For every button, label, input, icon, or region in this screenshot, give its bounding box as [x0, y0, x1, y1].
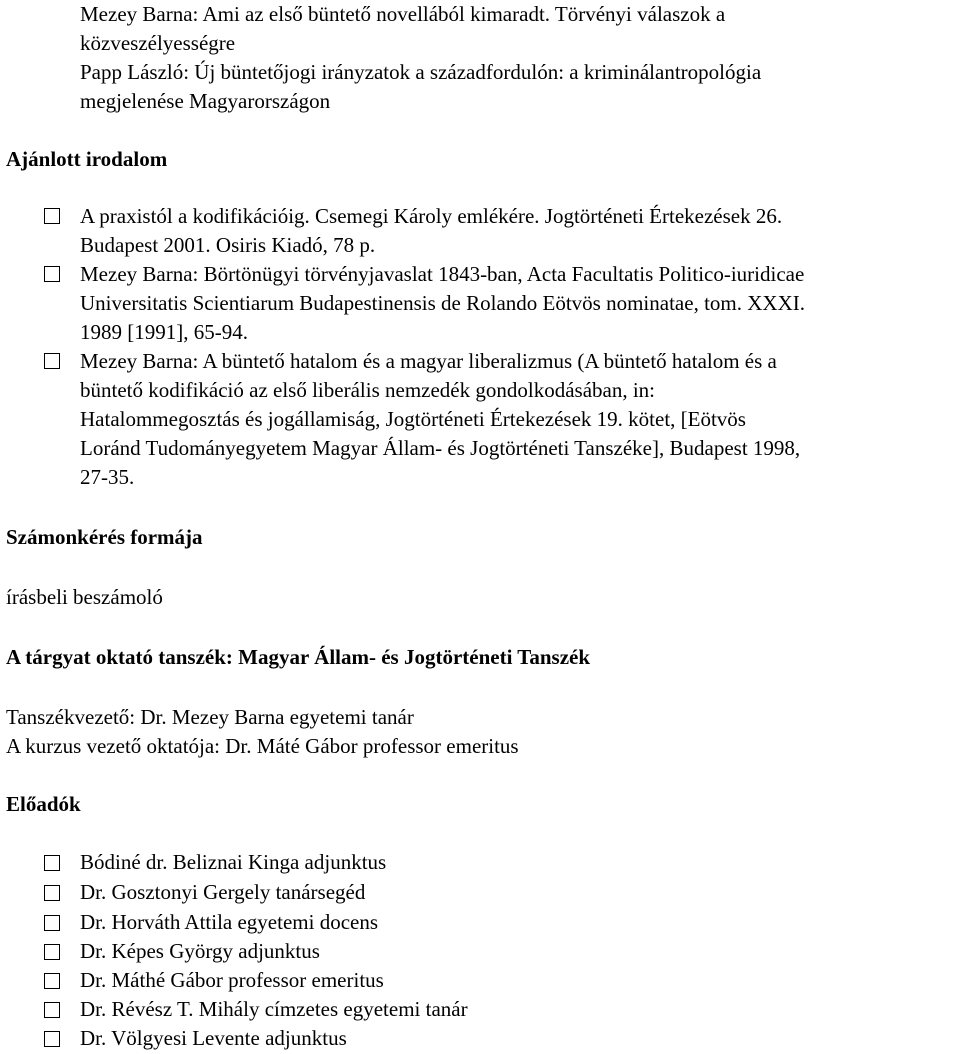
checkbox[interactable]	[44, 885, 60, 901]
reference-line: Budapest 2001. Osiris Kiadó, 78 p.	[80, 233, 376, 257]
checkbox[interactable]	[44, 266, 60, 282]
department-heading: A tárgyat oktató tanszék: Magyar Állam- és Jogtörténeti Tanszék	[6, 645, 591, 669]
lecturer-item: Dr. Révész T. Mihály címzetes egyetemi tanár	[80, 997, 468, 1021]
checkbox[interactable]	[44, 1031, 60, 1047]
reference-line: Mezey Barna: A büntető hatalom és a magyar liberalizmus (A büntető hatalom és a	[80, 349, 777, 373]
reference-line: Universitatis Scientiarum Budapestinensis de Rolando Eötvös nominatae, tom. XXXI.	[80, 291, 805, 315]
checkbox[interactable]	[44, 915, 60, 931]
lecturers-heading: Előadók	[6, 792, 81, 816]
reference-line: Mezey Barna: Börtönügyi törvényjavaslat 1843-ban, Acta Facultatis Politico-iuridicae	[80, 262, 805, 286]
checkbox[interactable]	[44, 944, 60, 960]
assessment-value: írásbeli beszámoló	[6, 585, 163, 609]
checkbox[interactable]	[44, 855, 60, 871]
intro-line: megjelenése Magyarországon	[80, 89, 331, 113]
lecturer-item: Dr. Gosztonyi Gergely tanársegéd	[80, 880, 366, 904]
reference-line: Hatalommegosztás és jogállamiság, Jogtörténeti Értekezések 19. kötet, [Eötvös	[80, 407, 746, 431]
checkbox[interactable]	[44, 973, 60, 989]
checkbox[interactable]	[44, 1002, 60, 1018]
reference-line: 27-35.	[80, 465, 135, 489]
lecturer-item: Dr. Horváth Attila egyetemi docens	[80, 910, 379, 934]
assessment-heading: Számonkérés formája	[6, 525, 203, 549]
intro-line: közveszélyességre	[80, 31, 236, 55]
reference-line: 1989 [1991], 65-94.	[80, 320, 248, 344]
department-head: Tanszékvezető: Dr. Mezey Barna egyetemi tanár	[6, 705, 414, 729]
checkbox[interactable]	[44, 208, 60, 224]
lecturer-item: Dr. Máthé Gábor professor emeritus	[80, 968, 384, 992]
reference-line: büntető kodifikáció az első liberális nemzedék gondolkodásában, in:	[80, 378, 655, 402]
recommended-heading: Ajánlott irodalom	[6, 147, 168, 171]
intro-line: Mezey Barna: Ami az első büntető novellából kimaradt. Törvényi válaszok a	[80, 2, 726, 26]
checkbox[interactable]	[44, 353, 60, 369]
intro-line: Papp László: Új büntetőjogi irányzatok a századfordulón: a kriminálantropológia	[80, 60, 762, 84]
lecturer-item: Dr. Völgyesi Levente adjunktus	[80, 1026, 347, 1050]
lecturer-item: Dr. Képes György adjunktus	[80, 939, 320, 963]
course-leader: A kurzus vezető oktatója: Dr. Máté Gábor professor emeritus	[6, 734, 519, 758]
reference-line: Loránd Tudományegyetem Magyar Állam- és Jogtörténeti Tanszéke], Budapest 1998,	[80, 436, 801, 460]
reference-line: A praxistól a kodifikációig. Csemegi Károly emlékére. Jogtörténeti Értekezések 26.	[80, 204, 783, 228]
lecturer-item: Bódiné dr. Beliznai Kinga adjunktus	[80, 850, 387, 874]
